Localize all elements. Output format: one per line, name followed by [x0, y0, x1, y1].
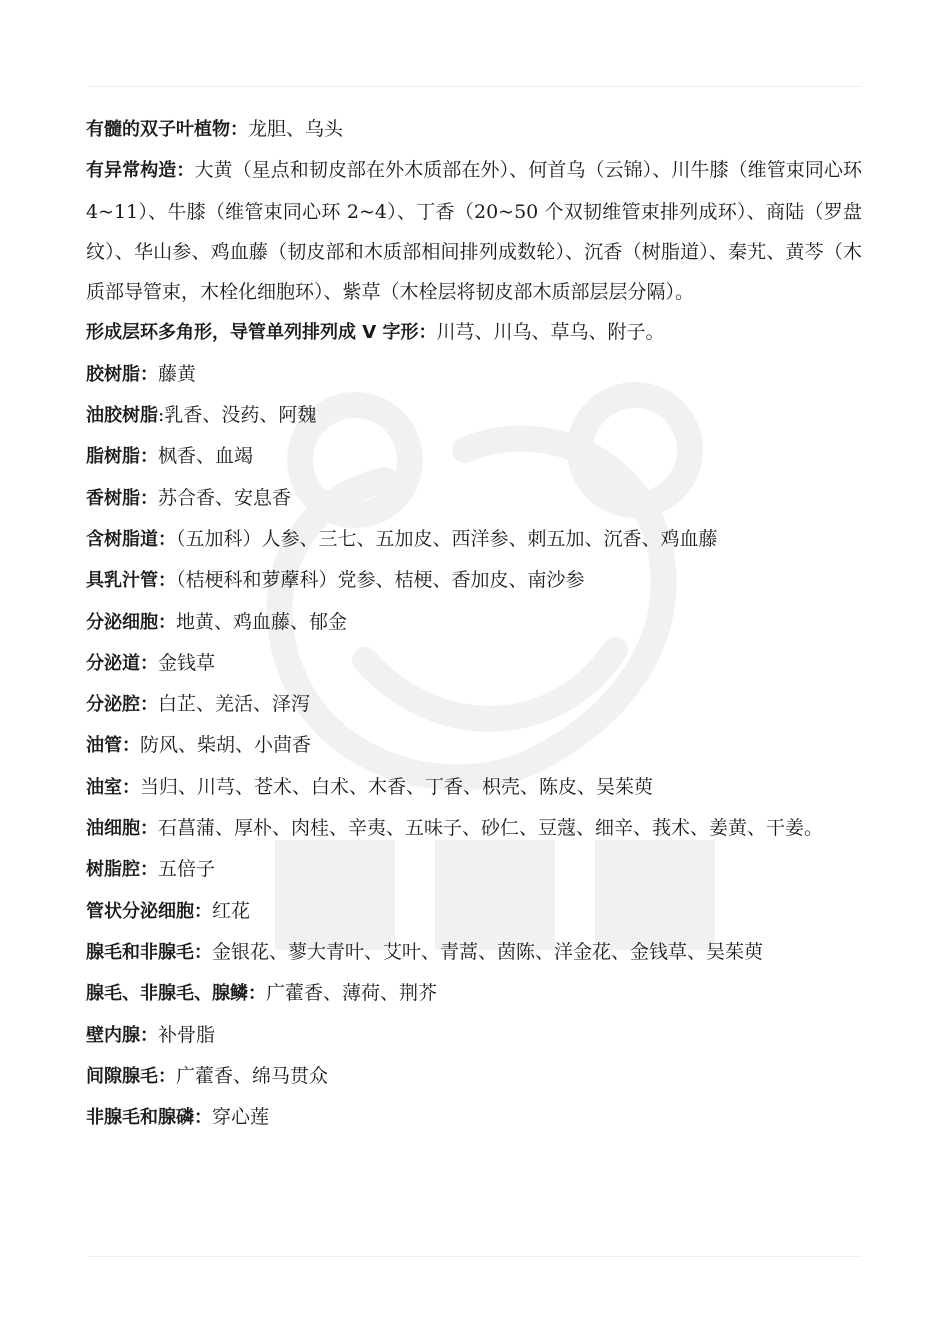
- list-item: [86, 932, 862, 973]
- entry-term: 具乳汁管：: [86, 570, 176, 592]
- entry-term: 油管：: [86, 735, 140, 757]
- entry-term: 胶树脂：: [86, 363, 158, 385]
- list-item: [86, 808, 862, 849]
- list-item: [86, 849, 862, 890]
- list-item: [86, 312, 862, 353]
- entry-term: 间隙腺毛：: [86, 1065, 176, 1087]
- entry-text: 川芎、川乌、草乌、附子。: [436, 321, 665, 344]
- entry-term: 腺毛和非腺毛：: [86, 941, 212, 963]
- entry-term: 腺毛、非腺毛、腺鳞：: [86, 983, 266, 1005]
- entry-text: 金钱草: [158, 651, 216, 674]
- list-item: [86, 725, 862, 766]
- entry-text: 红花: [212, 899, 251, 922]
- list-item: [86, 354, 862, 395]
- entry-text: 石菖蒲、厚朴、肉桂、辛夷、五味子、砂仁、豆蔻、细辛、莪术、姜黄、干姜。: [158, 817, 824, 840]
- entry-list: [86, 109, 862, 1138]
- list-item: [86, 560, 862, 601]
- entry-text: 枫香、血竭: [158, 445, 254, 468]
- entry-term: 油室：: [86, 776, 140, 798]
- list-item: [86, 519, 862, 560]
- entry-term: 分泌细胞：: [86, 611, 176, 633]
- entry-term: 油胶树脂: [86, 405, 158, 427]
- entry-text: 大黄（星点和韧皮部在外木质部在外）、何首乌（云锦）、川牛膝（维管束同心环 4~11）、牛膝（维管束同心环 2~4）、丁香（20~50 个双韧维管束排列成环）、商陆（罗盘纹）、华山参、鸡血藤（韧皮部和木质部相间排列成数轮）、沉香（树脂道）、秦艽、黄芩（木质部导管束，木栓化细胞环）、紫草（木栓层将韧皮部木质部层层分隔）。: [86, 159, 862, 304]
- list-item: [86, 1056, 862, 1097]
- list-item: [86, 973, 862, 1014]
- entry-term: 分泌腔：: [86, 694, 158, 716]
- entry-text: 地黄、鸡血藤、郁金: [176, 610, 348, 633]
- entry-term: 管状分泌细胞：: [86, 900, 212, 922]
- entry-text: 穿心莲: [212, 1106, 270, 1129]
- entry-text: （桔梗科和萝藦科）党参、桔梗、香加皮、南沙参: [176, 569, 585, 592]
- entry-text: 补骨脂: [158, 1023, 216, 1046]
- entry-text: 防风、柴胡、小茴香: [140, 734, 312, 757]
- entry-term: 香树脂：: [86, 487, 158, 509]
- entry-text: 藤黄: [158, 362, 197, 385]
- entry-text: :乳香、没药、阿魏: [158, 404, 317, 427]
- entry-term: 有髓的双子叶植物：: [86, 119, 248, 140]
- list-item: [86, 436, 862, 477]
- entry-term: 非腺毛和腺磷：: [86, 1107, 212, 1129]
- entry-text: 龙胆、乌头: [248, 118, 344, 140]
- entry-term: 分泌道：: [86, 652, 158, 674]
- entry-term: 脂树脂：: [86, 446, 158, 468]
- entry-text: 金银花、蓼大青叶、艾叶、青蒿、茵陈、洋金花、金钱草、吴茱萸: [212, 940, 764, 963]
- list-item: [86, 109, 862, 150]
- list-item: [86, 150, 862, 312]
- entry-text: 白芷、羌活、泽泻: [158, 693, 311, 716]
- entry-term: 壁内腺：: [86, 1024, 158, 1046]
- entry-term: 形成层环多角形，导管单列排列成 V 字形：: [86, 322, 437, 344]
- list-item: [86, 1015, 862, 1056]
- entry-term: 油细胞：: [86, 818, 158, 840]
- list-item: [86, 767, 862, 808]
- entry-text: 当归、川芎、苍术、白术、木香、丁香、枳壳、陈皮、吴茱萸: [140, 775, 654, 798]
- list-item: [86, 478, 862, 519]
- header-rule: [88, 86, 862, 87]
- entry-text: （五加科）人参、三七、五加皮、西洋参、刺五加、沉香、鸡血藤: [176, 527, 718, 550]
- list-item: [86, 643, 862, 684]
- list-item: [86, 891, 862, 932]
- entry-term: 有异常构造：: [86, 160, 195, 182]
- entry-text: 五倍子: [158, 858, 216, 881]
- entry-term: 含树脂道：: [86, 528, 176, 550]
- list-item: [86, 395, 862, 436]
- list-item: [86, 1097, 862, 1138]
- entry-text: 广藿香、薄荷、荆芥: [266, 982, 438, 1005]
- list-item: [86, 602, 862, 643]
- entry-text: 苏合香、安息香: [158, 486, 292, 509]
- entry-term: 树脂腔：: [86, 859, 158, 881]
- entry-text: 广藿香、绵马贯众: [176, 1064, 329, 1087]
- footer-rule: [88, 1256, 862, 1257]
- list-item: [86, 684, 862, 725]
